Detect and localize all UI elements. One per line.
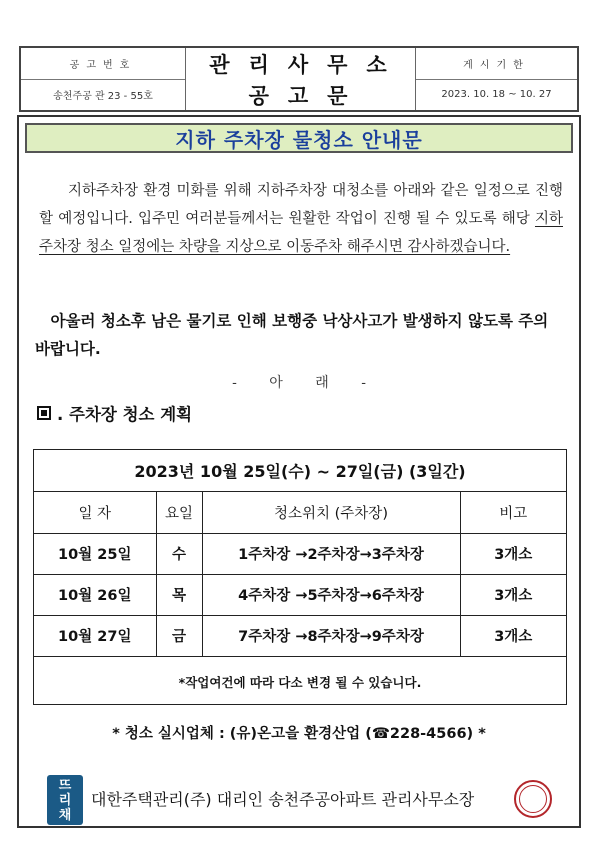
- table-row: [34, 615, 566, 656]
- row-location: 1주차장 →2주차장→3주차장: [202, 533, 460, 574]
- table-row: [34, 574, 566, 615]
- row-note: 3개소: [460, 533, 566, 574]
- office-cell: [186, 48, 416, 110]
- header-date: 일 자: [34, 492, 156, 533]
- table-row: [34, 533, 566, 574]
- posting-period-cell: [416, 48, 577, 110]
- row-location: 4주차장 →5주차장→6주차장: [202, 574, 460, 615]
- schedule-footnote: *작업여건에 따라 다소 변경 될 수 있습니다.: [178, 675, 422, 690]
- row-note: 3개소: [460, 574, 566, 615]
- row-day: 금: [156, 615, 202, 656]
- square-bullet-icon: [37, 406, 51, 420]
- notice-type: 공고문: [248, 83, 367, 108]
- row-date: 10월 25일: [34, 533, 156, 574]
- intro-text: 지하주차장 환경 미화를 위해 지하주차장 대청소를 아래와 같은 일정으로 진행할 예정입니다. 입주민 여러분들께서는 원활한 작업이 진행 될 수 있도록 해당: [39, 183, 563, 227]
- notice-number-label: 공고번호: [21, 48, 185, 80]
- row-location: 7주차장 →8주차장→9주차장: [202, 615, 460, 656]
- intro-underlined-text: 지하주차장 청소 일정에는 차량을 지상으로 이동주차 해주시면 감사하겠습니다.: [39, 211, 563, 255]
- logo-char: 채: [58, 807, 72, 823]
- notice-header: [19, 46, 579, 112]
- header-note: 비고: [460, 492, 566, 533]
- row-date: 10월 27일: [34, 615, 156, 656]
- row-day: 목: [156, 574, 202, 615]
- contractor-info: * 청소 실시업체 : (유)온고을 환경산업 (☎228-4566) *: [112, 726, 486, 742]
- caution-text: 아울러 청소후 남은 물기로 인해 보행중 낙상사고가 발생하지 않도록 주의 바랍니다.: [35, 312, 549, 358]
- row-note: 3개소: [460, 615, 566, 656]
- header-location: 청소위치 (주차장): [202, 492, 460, 533]
- intro-paragraph: [39, 177, 563, 261]
- below-marker: - 아 래 -: [232, 375, 366, 391]
- official-seal-icon: [514, 780, 552, 818]
- header-day: 요일: [156, 492, 202, 533]
- signer-line: 대한주택관리(주) 대리인 송천주공아파트 관리사무소장: [91, 790, 475, 809]
- row-date: 10월 26일: [34, 574, 156, 615]
- schedule-date-range: 2023년 10월 25일(수) ~ 27일(금) (3일간): [34, 450, 566, 492]
- notice-number-value: 송천주공 관 23 - 55호: [53, 91, 153, 103]
- company-logo: [47, 775, 83, 825]
- section-heading: [37, 401, 192, 425]
- posting-period-value: 2023. 10. 18 ~ 10. 27: [441, 89, 552, 101]
- logo-char: 뜨: [58, 777, 72, 793]
- schedule-box: [33, 449, 567, 705]
- notice-number-cell: [21, 48, 186, 110]
- row-day: 수: [156, 533, 202, 574]
- table-header-row: [34, 492, 566, 533]
- schedule-table: [34, 492, 566, 657]
- section-title: . 주차장 청소 계획: [57, 405, 193, 424]
- office-name: 관리사무소: [209, 52, 406, 77]
- notice-body: [17, 115, 581, 828]
- logo-char: 리: [58, 792, 72, 808]
- notice-title: 지하 주차장 물청소 안내문: [25, 123, 573, 153]
- posting-period-label: 게시기한: [416, 48, 577, 80]
